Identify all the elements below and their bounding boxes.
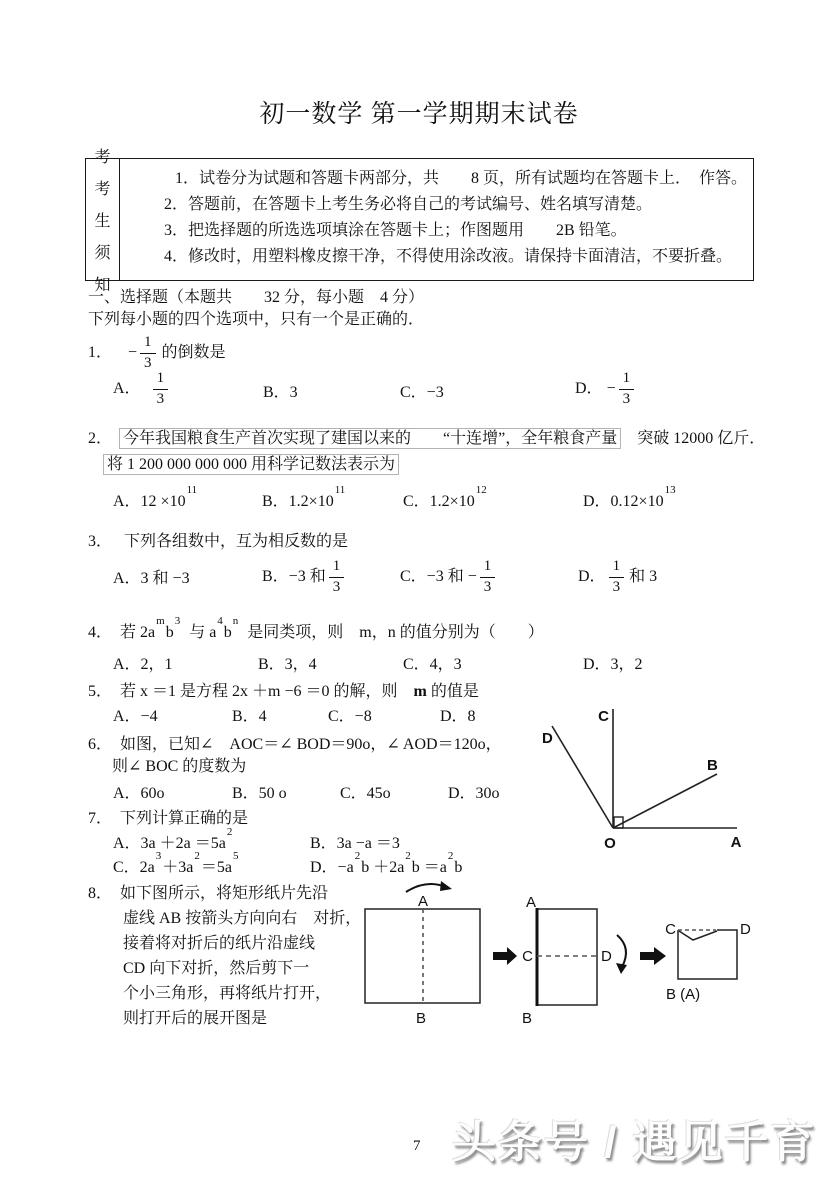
label-C: C [598,708,609,725]
watermark: 头条号 / 遇见千育 [452,1118,817,1167]
q7-option-c: C．$2a^3+3a^2=5a^5$ [113,849,239,876]
question-8-line5: 个小三角形，再将纸片打开， [123,985,332,1002]
fold-rect-2 [537,909,597,1005]
fraction: $\frac{1}{3}$ [480,558,496,596]
notice-side-char: 考 [94,181,111,198]
notch-cut [679,931,717,940]
q2-option-d: D．$0.12\times 10^{13}$ [583,483,676,510]
fraction: $\frac{1}{3}$ [140,334,156,372]
question-5-stem: 5． 若 x ＝1 是方程 2x ＋m −6 ＝0 的解，则 m 的值是 [88,683,479,700]
q2-option-b: B．$1.2\times 10^{11}$ [262,483,346,510]
label-B: B [707,757,718,774]
notice-item: 4．修改时，用塑料橡皮擦干净，不得使用涂改液。请保持卡面清洁，不要折叠。 [164,248,733,265]
ray-OB [613,774,717,828]
question-8-line6: 则打开后的展开图是 [123,1010,268,1027]
question-8-line2: 虚线 AB 按箭头方向向右 对折， [123,910,362,927]
notice-side-label [86,149,120,294]
label-A1: A [417,893,429,910]
q3-option-d: D． $\frac{1}{3}$ 和 3 [578,558,658,595]
question-8-line4: CD 向下对折，然后剪下一 [123,960,310,977]
notice-side-char: 考 [94,149,111,166]
q4-option-b: B．3，4 [258,656,317,673]
notice-side-char: 知 [94,277,111,294]
page-title: 初一数学 第一学期期末试卷 [259,101,579,128]
ocr-textbox: 今年我国粮食生产首次实现了建国以来的 “十连增”，全年粮食产量 [119,428,621,449]
q5-option-c: C．−8 [328,708,372,725]
page-number: 7 [413,1138,421,1154]
fraction: $\frac{1}{3}$ [153,370,169,408]
question-6-stem-line2: 则∠ BOC 的度数为 [112,758,247,775]
q3-option-c: C．−3 和 − $\frac{1}{3}$ [400,556,498,598]
label-C2: C [522,948,533,965]
q7-option-b: B．3a −a ＝3 [310,835,400,852]
q1-option-d: D． − $\frac{1}{3}$ [575,368,637,410]
question-8-line3: 接着将对折后的纸片沿虚线 [123,935,316,952]
q4-option-a: A．2，1 [113,656,173,673]
question-1-stem: 1． − $\frac{1}{3}$ 的倒数是 [88,334,226,371]
paper-folding-figure [360,878,772,1030]
q1-option-a: A． $\frac{1}{3}$ [113,368,171,410]
section-heading: 一、选择题（本题共 32 分，每小题 4 分） [88,289,425,306]
question-2-stem-line2 [103,455,399,475]
ray-OD [552,726,613,828]
section-note: 下列每小题的四个选项中，只有一个是正确的． [88,311,425,328]
question-number: 6． [88,736,113,753]
label-O: O [604,835,616,852]
ocr-textbox: 将 1 200 000 000 000 用科学记数法表示为 [103,454,399,475]
q6-option-d: D．30o [448,785,500,802]
question-2-stem-line1: 2． 今年我国粮食生产首次实现了建国以来的 “十连增”，全年粮食产量 突破 12000 亿斤． [88,430,766,447]
notice-items [120,159,753,280]
question-number: 1． [88,344,113,361]
fraction: $\frac{1}{3}$ [329,558,345,596]
q1-option-c: C．−3 [400,384,444,401]
question-3-stem: 3． 下列各组数中，互为相反数的是 [88,533,349,550]
fraction: $\frac{1}{3}$ [609,558,625,596]
fold-down-arrowhead [616,963,627,974]
fold-rect-3 [678,930,737,979]
notice-item: 3．把选择题的所选选项填涂在答题卡上；作图题用 2B 铅笔。 [164,222,627,239]
label-D2: D [601,948,612,965]
question-number: 7． [88,810,113,827]
q5-option-a: A．−4 [113,708,158,725]
q3-option-a: A．3 和 −3 [113,570,190,587]
fold-down-curved-arrow [617,935,626,967]
label-B2: B [521,1010,533,1027]
question-6-stem-line1: 6． 如图，已知∠ AOC＝∠ BOD＝90o，∠ AOD＝120o， [88,736,502,753]
question-number: 4． [88,624,113,641]
q3-option-b: B．−3 和 $\frac{1}{3}$ [262,556,347,598]
label-A2: A [525,894,537,911]
fraction: $\frac{1}{3}$ [619,370,635,408]
step-arrow-1 [493,947,517,965]
q4-option-c: C．4，3 [403,656,462,673]
fold-right-curved-arrow [406,884,446,892]
label-BA3: B (A) [666,986,701,1003]
label-D3: D [740,921,751,938]
q2-option-c: C．$1.2\times 10^{12}$ [403,483,487,510]
label-D: D [542,730,553,747]
q6-option-b: B．50 o [232,785,287,802]
fold-rect-1 [365,909,480,1003]
step-arrow-2 [640,947,666,965]
q7-option-d: D．$-a^2b +2a^2b =a^2b$ [310,849,463,876]
fold-right-arrowhead [440,881,452,891]
question-number: 8． [88,885,113,902]
q6-option-c: C．45o [340,785,391,802]
question-4-stem: 4． 若 $2a^mb^3$与 $a^4b^n$是同类项，则 m，n 的值分别为（ ） [88,614,544,641]
label-A: A [730,834,742,851]
q2-option-a: A．$12 \times 10^{11}$ [113,483,198,510]
question-8-line1: 8． 如下图所示，将矩形纸片先沿 [88,885,329,902]
q5-option-b: B．4 [232,708,267,725]
notice-item: 2．答题前，在答题卡上考生务必将自己的考试编号、姓名填写清楚。 [164,196,653,213]
label-B1: B [415,1010,427,1027]
notice-item: 1．试卷分为试题和答题卡两部分，共 8 页，所有试题均在答题卡上． 作答。 [175,170,748,187]
question-number: 3． [88,533,113,550]
label-C3: C [665,921,676,938]
q5-option-d: D．8 [440,708,476,725]
question-number: 2． [88,430,113,447]
q7-option-a: A．$3a +2a =5a^2$ [113,825,233,852]
q6-option-a: A．60o [113,785,165,802]
notice-side-char: 生 [94,213,111,230]
notice-side-char: 须 [94,245,111,262]
q4-option-d: D．3，2 [583,656,643,673]
question-number: 5． [88,683,113,700]
q1-option-b: B．3 [263,384,298,401]
angle-figure [530,700,760,860]
notice-box [85,149,754,294]
question-7-stem: 7． 下列计算正确的是 [88,810,249,827]
